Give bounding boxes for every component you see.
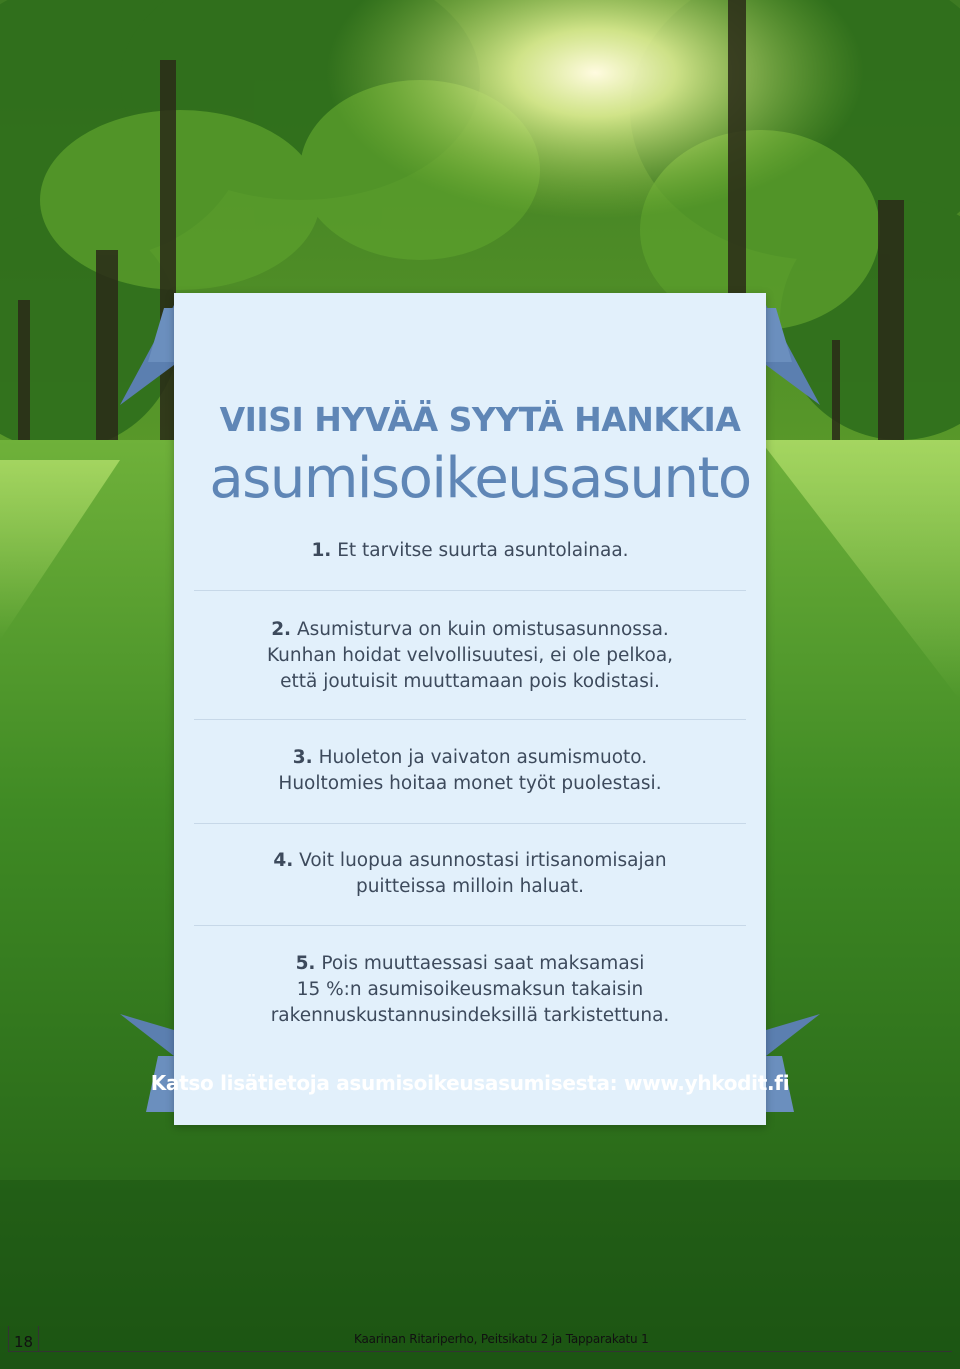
reason-number: 4. xyxy=(273,850,294,871)
reason-line: puitteissa milloin haluat. xyxy=(355,876,585,897)
reason-line: 3. Huoleton ja vaivaton asumismuoto. xyxy=(292,747,648,768)
reason-number: 1. xyxy=(311,540,332,561)
footer-divider xyxy=(38,1326,39,1352)
reason-line: 15 %:n asumisoikeusmaksun takaisin xyxy=(296,979,644,1000)
reason-line: Kunhan hoidat velvollisuutesi, ei ole pelkoa, xyxy=(266,645,674,666)
footer-rule xyxy=(8,1351,952,1352)
reason-line: 5. Pois muuttaessasi saat maksamasi xyxy=(295,953,645,974)
photo-caption: Kaarinan Ritariperho, Peitsikatu 2 ja Tapparakatu 1 xyxy=(354,1332,649,1346)
footer-divider xyxy=(8,1326,9,1352)
reason-line: 2. Asumisturva on kuin omistusasunnossa. xyxy=(271,619,669,640)
divider xyxy=(194,925,746,926)
reason-line: 1. Et tarvitse suurta asuntolainaa. xyxy=(311,540,629,561)
reason-item-3 xyxy=(174,745,766,797)
reason-line: 4. Voit luopua asunnostasi irtisanomisajan xyxy=(273,850,667,871)
reason-item-2 xyxy=(174,617,766,695)
reason-line: että joutuisit muuttamaan pois kodistasi. xyxy=(280,671,660,692)
reason-item-5 xyxy=(174,951,766,1029)
reason-item-4 xyxy=(174,848,766,900)
page-number: 18 xyxy=(14,1333,34,1351)
reason-number: 5. xyxy=(295,953,316,974)
reason-line: rakennuskustannusindeksillä tarkistettuna. xyxy=(270,1005,670,1026)
heading-line-1: VIISI HYVÄÄ SYYTÄ HANKKIA xyxy=(219,400,741,439)
reason-item-1 xyxy=(174,538,766,564)
reason-number: 2. xyxy=(271,619,292,640)
divider xyxy=(194,719,746,720)
divider xyxy=(194,590,746,591)
divider xyxy=(194,823,746,824)
reason-line: Huoltomies hoitaa monet työt puolestasi. xyxy=(278,773,662,794)
more-info-link-text[interactable]: Katso lisätietoja asumisoikeusasumisesta: www.yhkodit.fi xyxy=(150,1071,790,1095)
heading-line-2: asumisoikeusasunto xyxy=(209,446,751,511)
reason-number: 3. xyxy=(292,747,313,768)
